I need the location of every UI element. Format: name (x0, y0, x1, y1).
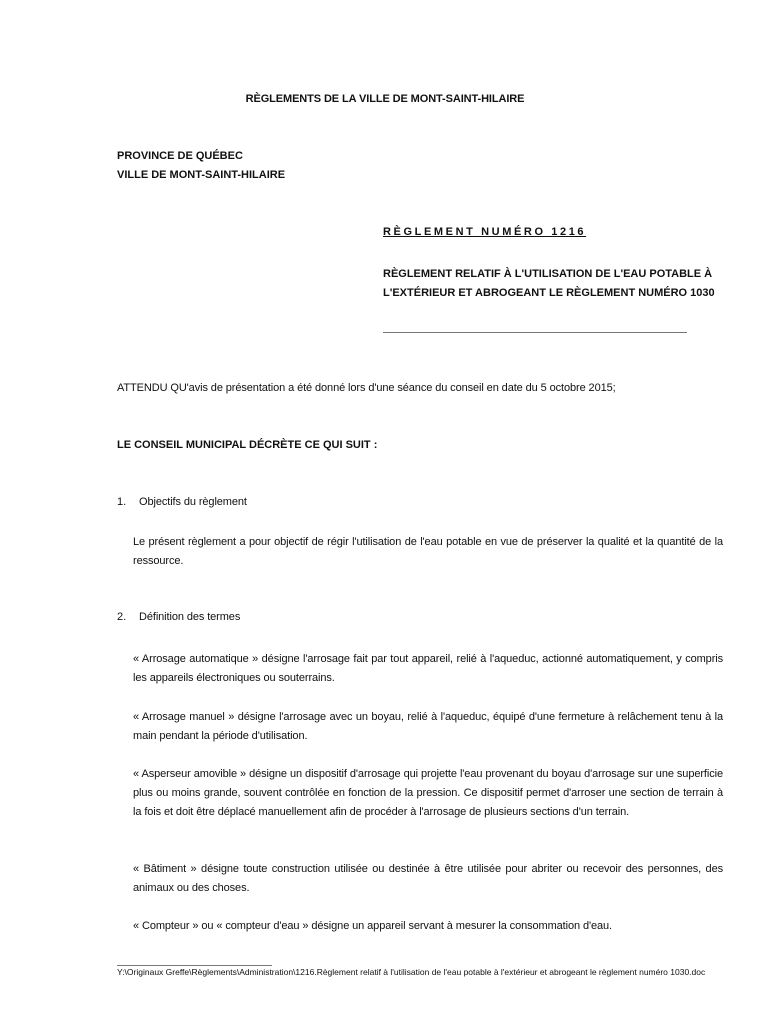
definition-arrosage-manuel: « Arrosage manuel » désigne l'arrosage avec un boyau, relié à l'aqueduc, équipé d'une fermeture à relâchement tenu à la main pendant la période d'utilisation. (133, 711, 723, 742)
footer-rule (117, 965, 272, 966)
document-title: RÈGLEMENTS DE LA VILLE DE MONT-SAINT-HILAIRE (245, 93, 525, 105)
definition-batiment: « Bâtiment » désigne toute construction utilisée ou destinée à être utilisée pour abriter ou recevoir des personnes, des animaux ou des choses. (133, 863, 723, 894)
section-2-number: 2. (117, 611, 127, 623)
province-label: PROVINCE DE QUÉBEC (117, 150, 243, 162)
council-decree-heading: LE CONSEIL MUNICIPAL DÉCRÈTE CE QUI SUIT : (117, 439, 378, 451)
section-1-heading: Objectifs du règlement (139, 496, 247, 508)
attendu-clause: ATTENDU QU'avis de présentation a été donné lors d'une séance du conseil en date du 5 octobre 2015; (117, 382, 616, 394)
city-label: VILLE DE MONT-SAINT-HILAIRE (117, 169, 286, 181)
regulation-title: RÈGLEMENT RELATIF À L'UTILISATION DE L'EAU POTABLE À L'EXTÉRIEUR ET ABROGEANT LE RÈGLEMENT NUMÉRO 1030 (383, 268, 715, 299)
definition-arrosage-automatique: « Arrosage automatique » désigne l'arrosage fait par tout appareil, relié à l'aqueduc, actionné automatiquement, y compris les appareils électroniques ou souterrains. (133, 653, 723, 684)
footer-file-path: Y:\Originaux Greffe\Règlements\Administration\1216.Règlement relatif à l'utilisation de l'eau potable à l'extérieur et abrogeant le règlement numéro 1030.doc (117, 967, 706, 977)
section-1-paragraph: Le présent règlement a pour objectif de régir l'utilisation de l'eau potable en vue de préserver la qualité et la quantité de la ressource. (133, 536, 723, 567)
section-1-number: 1. (117, 496, 127, 508)
title-underline-rule (383, 332, 687, 333)
definition-compteur: « Compteur » ou « compteur d'eau » désigne un appareil servant à mesurer la consommation d'eau. (133, 920, 612, 932)
section-2-heading: Définition des termes (139, 611, 241, 623)
definition-asperseur-amovible: « Asperseur amovible » désigne un dispositif d'arrosage qui projette l'eau provenant du boyau d'arrosage sur une superficie plus ou moins grande, souvent contrôlée en fonction de la pression. Ce dispositif permet d'arroser une section de terrain à la fois et doit être déplacé manuellement afin de procéder à l'arrosage de plusieurs sections d'un terrain. (133, 768, 723, 818)
regulation-number: RÈGLEMENT NUMÉRO 1216 (383, 226, 587, 238)
